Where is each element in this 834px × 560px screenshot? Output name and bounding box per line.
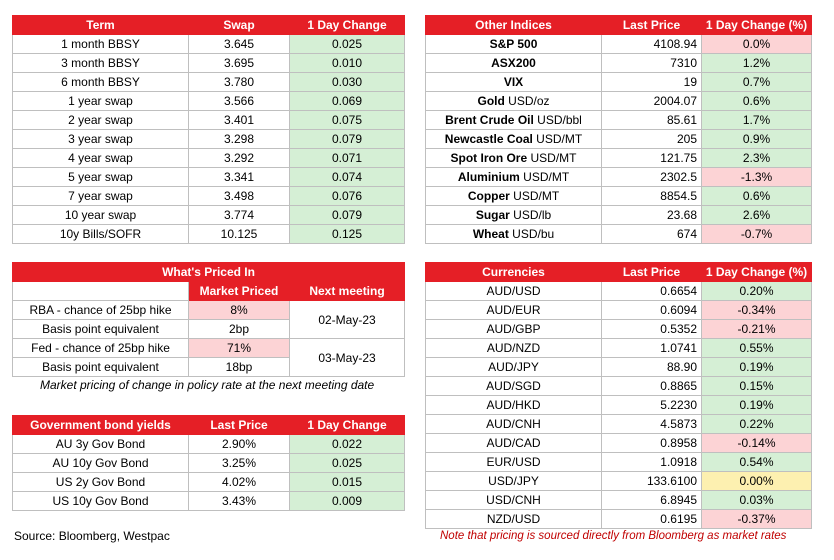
swap-change: 0.125 [290, 225, 405, 244]
swap-change: 0.071 [290, 149, 405, 168]
index-price: 4108.94 [602, 35, 702, 54]
swap-row [13, 73, 405, 92]
currency-price: 1.0741 [602, 339, 702, 358]
swap-table [12, 15, 405, 244]
swap-value: 3.292 [189, 149, 290, 168]
index-name: Copper [467, 189, 510, 203]
rba-chance: 8% [189, 301, 290, 320]
currency-pair: EUR/USD [426, 453, 602, 472]
index-unit: USD/MT [532, 132, 583, 146]
bond-change: 0.022 [290, 435, 405, 454]
index-change: -1.3% [702, 168, 812, 187]
indices-header-name: Other Indices [426, 16, 602, 35]
swap-term: 6 month BBSY [13, 73, 189, 92]
currency-row [426, 472, 812, 491]
currency-row [426, 358, 812, 377]
bond-name: AU 10y Gov Bond [13, 454, 189, 473]
index-change: 0.7% [702, 73, 812, 92]
index-name-cell [426, 225, 602, 244]
currencies-header [426, 263, 812, 282]
currency-price: 0.6195 [602, 510, 702, 529]
bond-yields-table [12, 415, 405, 511]
bond-row [13, 454, 405, 473]
swap-change: 0.075 [290, 111, 405, 130]
currency-change: 0.22% [702, 415, 812, 434]
index-row [426, 54, 812, 73]
currency-row [426, 415, 812, 434]
currency-pair: AUD/JPY [426, 358, 602, 377]
currency-row [426, 339, 812, 358]
currencies-table [425, 262, 812, 529]
swap-value: 3.774 [189, 206, 290, 225]
bond-row [13, 492, 405, 511]
swap-term: 1 year swap [13, 92, 189, 111]
swap-value: 3.695 [189, 54, 290, 73]
currency-price: 0.5352 [602, 320, 702, 339]
fed-next-meeting: 03-May-23 [290, 339, 405, 377]
indices-table [425, 15, 812, 244]
source-note: Source: Bloomberg, Westpac [14, 529, 170, 543]
bond-change: 0.015 [290, 473, 405, 492]
currency-change: 0.54% [702, 453, 812, 472]
swap-term: 10 year swap [13, 206, 189, 225]
bond-price: 4.02% [189, 473, 290, 492]
indices-header-change: 1 Day Change (%) [702, 16, 812, 35]
currency-price: 5.2230 [602, 396, 702, 415]
swap-row [13, 149, 405, 168]
currency-pair: AUD/USD [426, 282, 602, 301]
priced-in-blank-header [13, 282, 189, 301]
rba-next-meeting: 02-May-23 [290, 301, 405, 339]
index-price: 8854.5 [602, 187, 702, 206]
bond-name: AU 3y Gov Bond [13, 435, 189, 454]
swap-header-term: Term [13, 16, 189, 35]
swap-header [13, 16, 405, 35]
index-unit: USD/MT [519, 170, 570, 184]
fed-bp: 18bp [189, 358, 290, 377]
currencies-header-price: Last Price [602, 263, 702, 282]
index-name: Gold [477, 94, 505, 108]
index-row [426, 35, 812, 54]
index-change: 0.6% [702, 92, 812, 111]
currency-change: -0.21% [702, 320, 812, 339]
index-price: 85.61 [602, 111, 702, 130]
index-row [426, 225, 812, 244]
currency-price: 1.0918 [602, 453, 702, 472]
swap-row [13, 111, 405, 130]
currency-price: 6.8945 [602, 491, 702, 510]
currency-pair: AUD/EUR [426, 301, 602, 320]
currency-change: -0.14% [702, 434, 812, 453]
index-unit: USD/MT [527, 151, 577, 165]
bond-change: 0.025 [290, 454, 405, 473]
priced-in-note: Market pricing of change in policy rate at the next meeting date [40, 378, 375, 392]
swap-change: 0.030 [290, 73, 405, 92]
index-name-cell [426, 73, 602, 92]
currency-price: 88.90 [602, 358, 702, 377]
swap-change: 0.010 [290, 54, 405, 73]
index-name: Sugar [475, 208, 510, 222]
swap-term: 2 year swap [13, 111, 189, 130]
index-change: 0.0% [702, 35, 812, 54]
swap-term: 10y Bills/SOFR [13, 225, 189, 244]
index-unit: USD/MT [509, 189, 560, 203]
rba-bp: 2bp [189, 320, 290, 339]
currency-change: 0.20% [702, 282, 812, 301]
currency-pair: NZD/USD [426, 510, 602, 529]
bond-header-name: Government bond yields [13, 416, 189, 435]
swap-term: 1 month BBSY [13, 35, 189, 54]
index-price: 2004.07 [602, 92, 702, 111]
currency-change: -0.34% [702, 301, 812, 320]
currency-pair: AUD/GBP [426, 320, 602, 339]
swap-change: 0.076 [290, 187, 405, 206]
fed-label: Fed - chance of 25bp hike [13, 339, 189, 358]
priced-in-title: What's Priced In [13, 263, 405, 282]
index-name: S&P 500 [489, 37, 538, 51]
currency-row [426, 301, 812, 320]
index-name: Newcastle Coal [444, 132, 533, 146]
index-change: 0.6% [702, 187, 812, 206]
index-row [426, 168, 812, 187]
swap-term: 4 year swap [13, 149, 189, 168]
index-unit: USD/oz [504, 94, 550, 108]
index-price: 19 [602, 73, 702, 92]
currency-row [426, 396, 812, 415]
fed-chance: 71% [189, 339, 290, 358]
rba-label: RBA - chance of 25bp hike [13, 301, 189, 320]
swap-row [13, 168, 405, 187]
bond-row [13, 473, 405, 492]
index-price: 2302.5 [602, 168, 702, 187]
swap-row [13, 92, 405, 111]
index-row [426, 130, 812, 149]
indices-header-price: Last Price [602, 16, 702, 35]
swap-row [13, 225, 405, 244]
currency-pair: USD/JPY [426, 472, 602, 491]
index-name-cell [426, 149, 602, 168]
currency-row [426, 320, 812, 339]
swap-change: 0.079 [290, 206, 405, 225]
swap-change: 0.074 [290, 168, 405, 187]
currency-pair: AUD/CNH [426, 415, 602, 434]
index-price: 121.75 [602, 149, 702, 168]
index-name: VIX [503, 75, 524, 89]
index-name-cell [426, 111, 602, 130]
index-name: Spot Iron Ore [450, 151, 528, 165]
index-name-cell [426, 35, 602, 54]
bond-header-change: 1 Day Change [290, 416, 405, 435]
index-change: 1.7% [702, 111, 812, 130]
currency-change: 0.19% [702, 358, 812, 377]
currency-change: -0.37% [702, 510, 812, 529]
currency-pair: AUD/HKD [426, 396, 602, 415]
bond-price: 2.90% [189, 435, 290, 454]
currency-change: 0.15% [702, 377, 812, 396]
swap-value: 3.566 [189, 92, 290, 111]
rba-bp-label: Basis point equivalent [13, 320, 189, 339]
currencies-header-change: 1 Day Change (%) [702, 263, 812, 282]
swap-value: 3.498 [189, 187, 290, 206]
bond-name: US 2y Gov Bond [13, 473, 189, 492]
currency-row [426, 282, 812, 301]
currency-row [426, 453, 812, 472]
indices-header [426, 16, 812, 35]
swap-value: 3.780 [189, 73, 290, 92]
bond-header-price: Last Price [189, 416, 290, 435]
index-price: 7310 [602, 54, 702, 73]
currency-change: 0.19% [702, 396, 812, 415]
index-change: 2.6% [702, 206, 812, 225]
currency-price: 0.8958 [602, 434, 702, 453]
swap-change: 0.025 [290, 35, 405, 54]
swap-row [13, 35, 405, 54]
bond-row [13, 435, 405, 454]
index-name-cell [426, 206, 602, 225]
swap-value: 3.341 [189, 168, 290, 187]
currency-price: 0.8865 [602, 377, 702, 396]
index-name: Aluminium [457, 170, 520, 184]
index-price: 23.68 [602, 206, 702, 225]
index-unit: USD/lb [509, 208, 552, 222]
currency-pair: AUD/NZD [426, 339, 602, 358]
swap-row [13, 187, 405, 206]
index-change: 0.9% [702, 130, 812, 149]
bond-price: 3.43% [189, 492, 290, 511]
currencies-header-pair: Currencies [426, 263, 602, 282]
index-price: 205 [602, 130, 702, 149]
bond-price: 3.25% [189, 454, 290, 473]
currency-change: 0.00% [702, 472, 812, 491]
swap-header-swap: Swap [189, 16, 290, 35]
currency-price: 133.6100 [602, 472, 702, 491]
currency-pair: AUD/CAD [426, 434, 602, 453]
currency-price: 0.6654 [602, 282, 702, 301]
index-row [426, 73, 812, 92]
swap-value: 3.401 [189, 111, 290, 130]
swap-term: 3 month BBSY [13, 54, 189, 73]
swap-term: 3 year swap [13, 130, 189, 149]
swap-row [13, 54, 405, 73]
swap-term: 5 year swap [13, 168, 189, 187]
index-row [426, 149, 812, 168]
index-row [426, 111, 812, 130]
currency-row [426, 434, 812, 453]
index-row [426, 206, 812, 225]
priced-in-table [12, 262, 405, 377]
bond-name: US 10y Gov Bond [13, 492, 189, 511]
index-name-cell [426, 92, 602, 111]
bond-header [13, 416, 405, 435]
currency-change: 0.03% [702, 491, 812, 510]
index-change: 1.2% [702, 54, 812, 73]
swap-row [13, 206, 405, 225]
currency-pair: USD/CNH [426, 491, 602, 510]
swap-term: 7 year swap [13, 187, 189, 206]
index-price: 674 [602, 225, 702, 244]
swap-change: 0.069 [290, 92, 405, 111]
currency-row [426, 510, 812, 529]
index-unit: USD/bbl [533, 113, 582, 127]
index-row [426, 187, 812, 206]
swap-row [13, 130, 405, 149]
swap-header-change: 1 Day Change [290, 16, 405, 35]
currency-price: 0.6094 [602, 301, 702, 320]
currency-row [426, 491, 812, 510]
swap-value: 10.125 [189, 225, 290, 244]
pricing-disclaimer: Note that pricing is sourced directly from Bloomberg as market rates [440, 530, 787, 542]
index-name: Wheat [472, 227, 509, 241]
bond-change: 0.009 [290, 492, 405, 511]
currency-row [426, 377, 812, 396]
priced-in-header-meeting: Next meeting [290, 282, 405, 301]
index-name-cell [426, 168, 602, 187]
currency-price: 4.5873 [602, 415, 702, 434]
index-unit: USD/bu [508, 227, 555, 241]
priced-in-header-market: Market Priced [189, 282, 290, 301]
currency-change: 0.55% [702, 339, 812, 358]
index-change: 2.3% [702, 149, 812, 168]
index-name: Brent Crude Oil [445, 113, 534, 127]
swap-value: 3.645 [189, 35, 290, 54]
currency-pair: AUD/SGD [426, 377, 602, 396]
swap-value: 3.298 [189, 130, 290, 149]
index-name-cell [426, 187, 602, 206]
index-change: -0.7% [702, 225, 812, 244]
index-name: ASX200 [491, 56, 536, 70]
index-name-cell [426, 54, 602, 73]
index-row [426, 92, 812, 111]
fed-bp-label: Basis point equivalent [13, 358, 189, 377]
index-name-cell [426, 130, 602, 149]
swap-change: 0.079 [290, 130, 405, 149]
